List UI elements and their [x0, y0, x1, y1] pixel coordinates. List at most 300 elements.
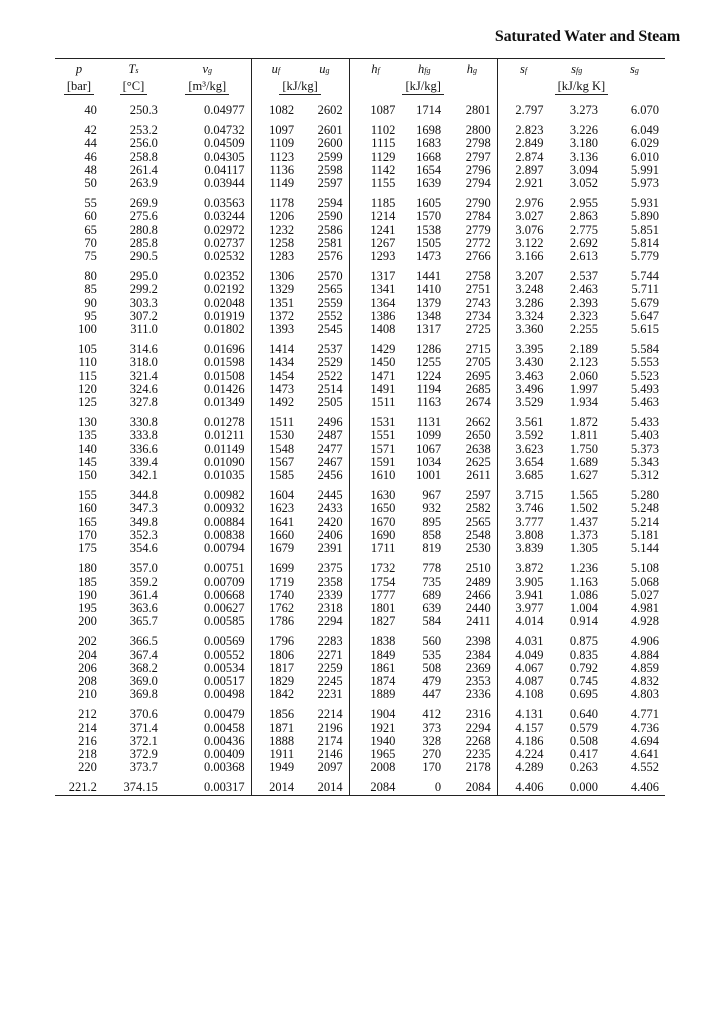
cell-uf: 1604 — [251, 489, 300, 502]
cell-ts: 261.4 — [129, 162, 158, 177]
cell-ug: 2259 — [317, 660, 343, 675]
cell-hfg: 560 — [422, 634, 442, 649]
cell-hfg: 778 — [422, 561, 442, 576]
cell-hf: 1610 — [349, 469, 401, 482]
cell-vg: 0.01919 — [203, 308, 245, 323]
table-row — [55, 615, 665, 628]
cell-hfg: 639 — [422, 600, 442, 615]
cell-hg: 2797 — [465, 149, 491, 164]
table-row — [55, 250, 665, 263]
cell-uf: 1492 — [251, 396, 300, 409]
cell-hf: 1965 — [349, 748, 401, 761]
cell-p: 42 — [84, 123, 97, 138]
cell-ts: 370.6 — [129, 707, 158, 722]
cell-sfg: 0.745 — [569, 673, 598, 688]
cell-sf: 4.031 — [497, 635, 549, 648]
cell-hfg: 1286 — [416, 342, 442, 357]
cell-hf: 1087 — [349, 104, 401, 117]
cell-ts: 333.8 — [129, 428, 158, 443]
cell-hfg: 447 — [422, 687, 442, 702]
cell-uf: 1817 — [251, 662, 300, 675]
cell-sfg: 0.695 — [569, 687, 598, 702]
cell-vg: 0.02737 — [203, 235, 245, 250]
cell-vg: 0.00498 — [203, 687, 245, 702]
cell-hfg: 1639 — [416, 176, 442, 191]
cell-uf: 1351 — [251, 297, 300, 310]
cell-sf: 4.186 — [497, 735, 549, 748]
cell-hg: 2734 — [465, 308, 491, 323]
cell-sg: 5.248 — [630, 501, 659, 516]
cell-sf: 3.623 — [497, 443, 549, 456]
cell-sfg: 2.060 — [569, 368, 598, 383]
cell-p: 206 — [78, 660, 97, 675]
cell-uf: 1206 — [251, 210, 300, 223]
cell-ug: 2196 — [317, 720, 343, 735]
cell-hfg: 270 — [422, 746, 442, 761]
cell-sfg: 1.437 — [569, 514, 598, 529]
cell-ug: 2294 — [317, 614, 343, 629]
table-row — [55, 542, 665, 555]
cell-uf: 1699 — [251, 562, 300, 575]
cell-hg: 2625 — [465, 454, 491, 469]
cell-hfg: 1668 — [416, 149, 442, 164]
cell-sfg: 1.811 — [570, 428, 598, 443]
cell-vg: 0.04305 — [203, 149, 245, 164]
cell-hf: 1838 — [349, 635, 401, 648]
cell-sfg: 0.000 — [550, 781, 604, 795]
cell-ts: 253.2 — [129, 123, 158, 138]
cell-vg: 0.00794 — [203, 541, 245, 556]
cell-sg: 4.981 — [630, 600, 659, 615]
cell-ts: 347.3 — [129, 501, 158, 516]
cell-hf: 1690 — [349, 529, 401, 542]
cell-vg: 0.01696 — [203, 342, 245, 357]
cell-hf: 1732 — [349, 562, 401, 575]
table-row — [55, 708, 665, 721]
cell-sfg: 1.086 — [569, 587, 598, 602]
table-row — [55, 396, 665, 409]
cell-vg: 0.00534 — [203, 660, 245, 675]
cell-hg: 2725 — [465, 322, 491, 337]
cell-hf: 1386 — [349, 310, 401, 323]
cell-vg: 0.00436 — [203, 733, 245, 748]
cell-p: 40 — [84, 103, 97, 117]
cell-hf: 1711 — [349, 542, 401, 555]
cell-hf: 1429 — [349, 343, 401, 356]
cell-uf: 1949 — [251, 761, 300, 774]
cell-hf: 1827 — [349, 615, 401, 628]
cell-hfg: 1099 — [416, 428, 442, 443]
cell-hf: 1551 — [349, 429, 401, 442]
cell-vg: 0.01349 — [203, 395, 245, 410]
cell-uf: 1414 — [251, 343, 300, 356]
cell-hf: 1241 — [349, 224, 401, 237]
cell-sg: 5.373 — [630, 441, 659, 456]
cell-hg: 2582 — [465, 501, 491, 516]
cell-uf: 1829 — [251, 675, 300, 688]
table-row — [55, 323, 665, 336]
cell-ts: 256.0 — [129, 136, 158, 151]
cell-ts: 321.4 — [129, 368, 158, 383]
cell-hfg: 1538 — [416, 222, 442, 237]
cell-p: 210 — [78, 687, 97, 702]
table-row — [55, 210, 665, 223]
cell-sg: 4.641 — [630, 746, 659, 761]
cell-p: 218 — [78, 746, 97, 761]
cell-sf: 3.808 — [497, 529, 549, 542]
cell-p: 202 — [78, 634, 97, 649]
cell-sfg: 2.189 — [569, 342, 598, 357]
cell-hf: 1754 — [349, 576, 401, 589]
cell-ug: 2590 — [317, 209, 343, 224]
cell-sfg: 0.508 — [569, 733, 598, 748]
cell-p: 48 — [84, 162, 97, 177]
cell-vg: 0.01149 — [204, 441, 245, 456]
cell-sf: 2.976 — [497, 197, 549, 210]
unit-h: [kJ/kg] — [349, 77, 497, 97]
cell-p: 212 — [78, 707, 97, 722]
cell-sf: 3.496 — [497, 383, 549, 396]
cell-sf: 3.685 — [497, 469, 549, 482]
cell-sfg: 1.689 — [569, 454, 598, 469]
table-row — [55, 516, 665, 529]
cell-p: 55 — [84, 196, 97, 211]
cell-uf: 1888 — [251, 735, 300, 748]
cell-hg: 2548 — [465, 527, 491, 542]
cell-ts: 369.8 — [129, 687, 158, 702]
header-sf: sf — [497, 59, 549, 78]
cell-hfg: 1605 — [416, 196, 442, 211]
cell-hg: 2758 — [465, 269, 491, 284]
cell-hf: 1471 — [349, 370, 401, 383]
cell-ug: 2514 — [317, 381, 343, 396]
cell-ts: 374.15 — [103, 781, 164, 795]
cell-sfg: 0.792 — [569, 660, 598, 675]
cell-sg: 5.214 — [630, 514, 659, 529]
cell-p: 221.2 — [55, 781, 103, 795]
cell-p: 214 — [78, 720, 97, 735]
cell-ts: 258.8 — [129, 149, 158, 164]
cell-sfg: 2.255 — [569, 322, 598, 337]
cell-vg: 0.04509 — [203, 136, 245, 151]
cell-p: 160 — [78, 501, 97, 516]
cell-p: 115 — [78, 368, 97, 383]
cell-hfg: 1255 — [416, 355, 442, 370]
table-row — [55, 688, 665, 701]
table-row — [55, 224, 665, 237]
cell-hfg: 412 — [422, 707, 442, 722]
cell-hfg: 1714 — [416, 103, 442, 117]
cell-vg: 0.00709 — [203, 574, 245, 589]
cell-sf: 2.874 — [497, 151, 549, 164]
cell-sfg: 1.373 — [569, 527, 598, 542]
cell-sf: 3.076 — [497, 224, 549, 237]
cell-hg: 2084 — [447, 781, 497, 795]
cell-ts: 311.0 — [130, 322, 158, 337]
cell-sfg: 2.955 — [569, 196, 598, 211]
cell-sg: 4.803 — [630, 687, 659, 702]
cell-sf: 3.592 — [497, 429, 549, 442]
unit-p: [bar] — [55, 77, 103, 97]
cell-ug: 2445 — [317, 488, 343, 503]
cell-ug: 2174 — [317, 733, 343, 748]
cell-sg: 4.906 — [630, 634, 659, 649]
cell-ts: 275.6 — [129, 209, 158, 224]
cell-sfg: 1.627 — [569, 468, 598, 483]
cell-hf: 1889 — [349, 688, 401, 701]
cell-sg: 5.280 — [630, 488, 659, 503]
cell-hg: 2794 — [465, 176, 491, 191]
cell-ug: 2271 — [317, 647, 343, 662]
cell-hg: 2695 — [465, 368, 491, 383]
cell-vg: 0.00368 — [203, 760, 245, 775]
cell-uf: 1123 — [251, 151, 300, 164]
cell-sfg: 1.997 — [569, 381, 598, 396]
cell-hg: 2235 — [465, 746, 491, 761]
cell-uf: 1548 — [251, 443, 300, 456]
cell-ug: 2214 — [317, 707, 343, 722]
header-p: p — [55, 59, 103, 78]
header-sg: sg — [604, 59, 665, 78]
cell-hfg: 819 — [422, 541, 442, 556]
cell-sg: 5.068 — [630, 574, 659, 589]
cell-hfg: 1441 — [416, 269, 442, 284]
cell-ug: 2505 — [317, 395, 343, 410]
table-body — [55, 97, 665, 795]
cell-vg: 0.03244 — [203, 209, 245, 224]
cell-sg: 4.736 — [630, 720, 659, 735]
header-vg: vg — [164, 59, 251, 78]
cell-sf: 3.027 — [497, 210, 549, 223]
header-sfg: sfg — [550, 59, 604, 78]
cell-p: 204 — [78, 647, 97, 662]
cell-hfg: 1698 — [416, 123, 442, 138]
table-row — [55, 283, 665, 296]
cell-sfg: 2.123 — [569, 355, 598, 370]
cell-sg: 4.884 — [630, 647, 659, 662]
header-ts: Ts — [103, 59, 164, 78]
cell-uf: 1511 — [251, 416, 300, 429]
cell-uf: 1762 — [251, 602, 300, 615]
cell-ug: 2477 — [317, 441, 343, 456]
cell-sg: 5.711 — [631, 282, 659, 297]
cell-uf: 1082 — [251, 104, 300, 117]
cell-sfg: 1.750 — [569, 441, 598, 456]
cell-sf: 4.087 — [497, 675, 549, 688]
cell-p: 190 — [78, 587, 97, 602]
cell-sf: 3.360 — [497, 323, 549, 336]
cell-p: 100 — [78, 322, 97, 337]
cell-hfg: 373 — [422, 720, 442, 735]
cell-ug: 2570 — [317, 269, 343, 284]
header-hf: hf — [349, 59, 401, 78]
cell-hg: 2779 — [465, 222, 491, 237]
cell-p: 120 — [78, 381, 97, 396]
cell-ug: 2097 — [317, 760, 343, 775]
cell-sg: 5.851 — [630, 222, 659, 237]
cell-vg: 0.01278 — [203, 415, 245, 430]
cell-vg: 0.01508 — [203, 368, 245, 383]
cell-uf: 1567 — [251, 456, 300, 469]
cell-hf: 1267 — [349, 237, 401, 250]
cell-ug: 2391 — [317, 541, 343, 556]
cell-hf: 1341 — [349, 283, 401, 296]
cell-hg: 2685 — [465, 381, 491, 396]
cell-hf: 1861 — [349, 662, 401, 675]
cell-uf: 1871 — [251, 722, 300, 735]
cell-hfg: 535 — [422, 647, 442, 662]
cell-hfg: 1379 — [416, 295, 442, 310]
cell-sg: 5.433 — [630, 415, 659, 430]
cell-ts: 263.9 — [129, 176, 158, 191]
cell-p: 105 — [78, 342, 97, 357]
cell-hg: 2611 — [466, 468, 491, 483]
cell-ug: 2597 — [317, 176, 343, 191]
cell-hf: 1849 — [349, 649, 401, 662]
cell-vg: 0.00517 — [203, 673, 245, 688]
cell-vg: 0.00479 — [203, 707, 245, 722]
cell-hg: 2638 — [465, 441, 491, 456]
cell-uf: 1232 — [251, 224, 300, 237]
cell-sg: 6.070 — [630, 103, 659, 117]
cell-hfg: 735 — [422, 574, 442, 589]
cell-ts: 349.8 — [129, 514, 158, 529]
cell-ug: 2358 — [317, 574, 343, 589]
cell-uf: 1842 — [251, 688, 300, 701]
cell-sfg: 0.417 — [569, 746, 598, 761]
cell-sg: 5.679 — [630, 295, 659, 310]
cell-hfg: 932 — [422, 501, 442, 516]
cell-hg: 2743 — [465, 295, 491, 310]
cell-hg: 2565 — [465, 514, 491, 529]
cell-hf: 1129 — [349, 151, 401, 164]
cell-hfg: 1194 — [416, 381, 442, 396]
cell-sg: 5.553 — [630, 355, 659, 370]
cell-uf: 1329 — [251, 283, 300, 296]
cell-hg: 2530 — [465, 541, 491, 556]
header-uf: uf — [251, 59, 300, 78]
cell-ts: 303.3 — [129, 295, 158, 310]
cell-sf: 2.797 — [497, 104, 549, 117]
unit-header-row — [55, 77, 665, 97]
cell-vg: 0.00627 — [203, 600, 245, 615]
cell-sfg: 2.863 — [569, 209, 598, 224]
cell-sf: 4.289 — [497, 761, 549, 774]
table-row — [55, 781, 665, 795]
cell-hg: 2316 — [465, 707, 491, 722]
cell-vg: 0.02192 — [203, 282, 245, 297]
table-row — [55, 469, 665, 482]
cell-vg: 0.00458 — [203, 720, 245, 735]
cell-hf: 1317 — [349, 270, 401, 283]
cell-vg: 0.02048 — [203, 295, 245, 310]
cell-sg: 4.552 — [630, 760, 659, 775]
cell-sf: 3.395 — [497, 343, 549, 356]
cell-sg: 4.771 — [630, 707, 659, 722]
cell-hg: 2801 — [465, 103, 491, 117]
cell-sf: 3.746 — [497, 502, 549, 515]
cell-ug: 2559 — [317, 295, 343, 310]
cell-sf: 4.067 — [497, 662, 549, 675]
cell-hf: 2008 — [349, 761, 401, 774]
cell-hf: 1450 — [349, 356, 401, 369]
cell-hg: 2369 — [465, 660, 491, 675]
cell-sf: 4.014 — [497, 615, 549, 628]
cell-ug: 2245 — [317, 673, 343, 688]
cell-hg: 2440 — [465, 600, 491, 615]
cell-sfg: 0.875 — [569, 634, 598, 649]
cell-hg: 2798 — [465, 136, 491, 151]
cell-hf: 1650 — [349, 502, 401, 515]
cell-ug: 2406 — [317, 527, 343, 542]
cell-ts: 339.4 — [129, 454, 158, 469]
cell-hfg: 967 — [422, 488, 442, 503]
cell-sf: 2.823 — [497, 124, 549, 137]
cell-ug: 2586 — [317, 222, 343, 237]
cell-ug: 2014 — [300, 781, 349, 795]
cell-sg: 5.343 — [630, 454, 659, 469]
cell-sg: 5.027 — [630, 587, 659, 602]
cell-hg: 2510 — [465, 561, 491, 576]
cell-hfg: 479 — [422, 673, 442, 688]
cell-ts: 354.6 — [129, 541, 158, 556]
cell-uf: 1796 — [251, 635, 300, 648]
cell-sfg: 2.323 — [569, 308, 598, 323]
cell-ts: 269.9 — [129, 196, 158, 211]
cell-vg: 0.00569 — [203, 634, 245, 649]
cell-sf: 4.406 — [497, 781, 549, 795]
cell-ts: 372.9 — [129, 746, 158, 761]
table-row — [55, 177, 665, 190]
cell-p: 80 — [84, 269, 97, 284]
cell-sg: 5.181 — [630, 527, 659, 542]
cell-hg: 2784 — [465, 209, 491, 224]
unit-u: [kJ/kg] — [251, 77, 349, 97]
table-row — [55, 429, 665, 442]
cell-ts: 324.6 — [129, 381, 158, 396]
cell-ts: 330.8 — [129, 415, 158, 430]
cell-sf: 2.897 — [497, 164, 549, 177]
cell-ts: 314.6 — [129, 342, 158, 357]
cell-hfg: 1163 — [416, 395, 442, 410]
cell-ug: 2467 — [317, 454, 343, 469]
cell-hg: 2662 — [465, 415, 491, 430]
cell-vg: 0.00317 — [164, 781, 251, 795]
cell-hf: 1571 — [349, 443, 401, 456]
cell-uf: 1283 — [251, 250, 300, 263]
cell-ts: 352.3 — [129, 527, 158, 542]
cell-p: 130 — [78, 415, 97, 430]
cell-p: 170 — [78, 527, 97, 542]
cell-p: 70 — [84, 235, 97, 250]
table-row — [55, 297, 665, 310]
cell-sfg: 3.136 — [569, 149, 598, 164]
cell-ug: 2283 — [317, 634, 343, 649]
cell-sfg: 1.163 — [569, 574, 598, 589]
cell-uf: 1719 — [251, 576, 300, 589]
cell-sg: 5.584 — [630, 342, 659, 357]
cell-p: 165 — [78, 514, 97, 529]
cell-p: 90 — [84, 295, 97, 310]
cell-ts: 366.5 — [129, 634, 158, 649]
cell-sf: 3.905 — [497, 576, 549, 589]
cell-hf: 1801 — [349, 602, 401, 615]
cell-sg: 4.406 — [604, 781, 665, 795]
cell-sfg: 1.502 — [569, 501, 598, 516]
cell-hfg: 1131 — [416, 415, 442, 430]
cell-uf: 1856 — [251, 708, 300, 721]
cell-uf: 1806 — [251, 649, 300, 662]
